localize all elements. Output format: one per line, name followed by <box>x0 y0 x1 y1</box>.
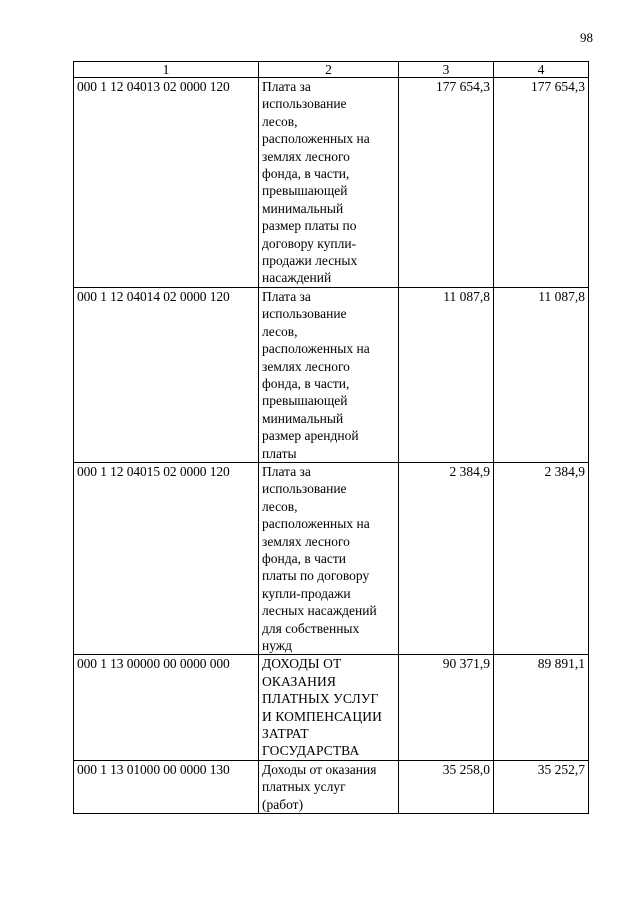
budget-table <box>73 61 589 814</box>
table-row <box>74 287 589 462</box>
row-code: 000 1 12 04013 02 0000 120 <box>74 78 259 288</box>
table-header <box>74 62 589 78</box>
row-name: Плата за использование лесов, расположенных на землях лесного фонда, в части, превышающей минимальный размер платы по договору купли- продажи лесных насаждений <box>259 78 399 288</box>
row-code: 000 1 13 01000 00 0000 130 <box>74 760 259 813</box>
row-value-col3: 11 087,8 <box>399 287 494 462</box>
table-row <box>74 760 589 813</box>
row-value-col3: 2 384,9 <box>399 462 494 654</box>
row-name: Плата за использование лесов, расположенных на землях лесного фонда, в части платы по договору купли-продажи лесных насаждений для собственных нужд <box>259 462 399 654</box>
row-value-col4: 177 654,3 <box>494 78 589 288</box>
row-value-col3: 90 371,9 <box>399 655 494 760</box>
column-header-1: 1 <box>74 62 259 78</box>
row-name: Плата за использование лесов, расположенных на землях лесного фонда, в части, превышающей минимальный размер арендной платы <box>259 287 399 462</box>
table-row <box>74 655 589 760</box>
row-value-col4: 2 384,9 <box>494 462 589 654</box>
column-header-3: 3 <box>399 62 494 78</box>
row-code: 000 1 12 04015 02 0000 120 <box>74 462 259 654</box>
row-code: 000 1 13 00000 00 0000 000 <box>74 655 259 760</box>
header-row <box>74 62 589 78</box>
row-value-col4: 11 087,8 <box>494 287 589 462</box>
row-name: ДОХОДЫ ОТ ОКАЗАНИЯ ПЛАТНЫХ УСЛУГ И КОМПЕНСАЦИИ ЗАТРАТ ГОСУДАРСТВА <box>259 655 399 760</box>
page-number: 98 <box>580 30 593 45</box>
column-header-2: 2 <box>259 62 399 78</box>
row-value-col3: 35 258,0 <box>399 760 494 813</box>
table-row <box>74 78 589 288</box>
row-value-col3: 177 654,3 <box>399 78 494 288</box>
row-code: 000 1 12 04014 02 0000 120 <box>74 287 259 462</box>
table-body <box>74 78 589 814</box>
column-header-4: 4 <box>494 62 589 78</box>
row-value-col4: 89 891,1 <box>494 655 589 760</box>
table-row <box>74 462 589 654</box>
row-name: Доходы от оказания платных услуг (работ) <box>259 760 399 813</box>
row-value-col4: 35 252,7 <box>494 760 589 813</box>
